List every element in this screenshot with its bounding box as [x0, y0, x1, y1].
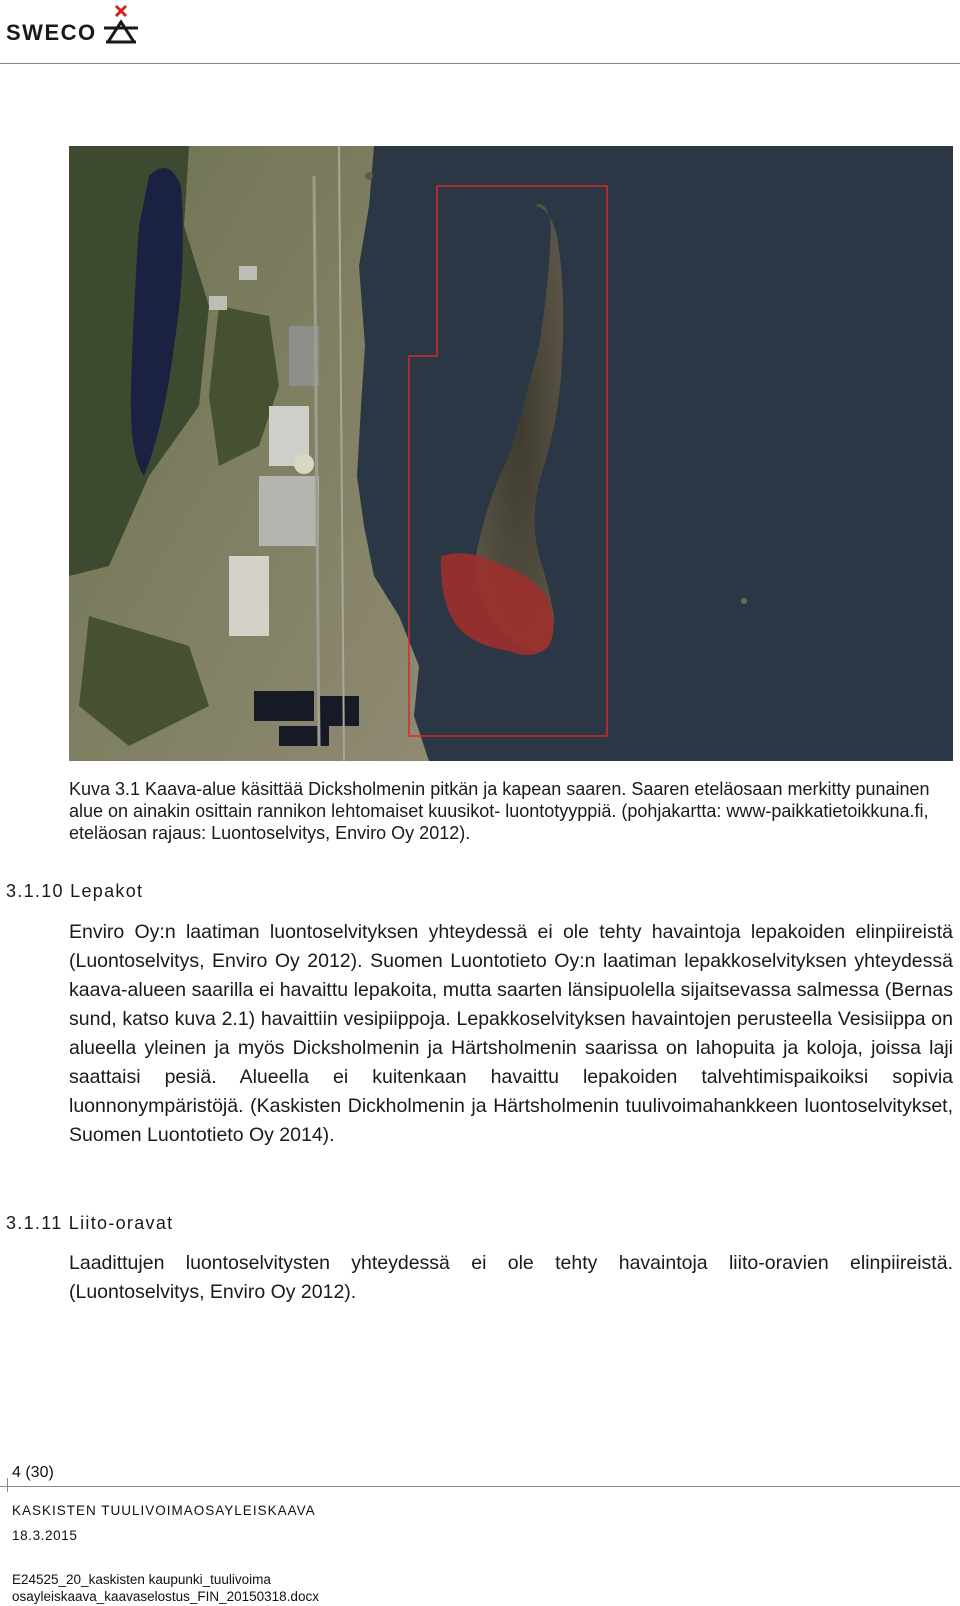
section-heading-liito-oravat: 3.1.11 Liito-oravat: [6, 1213, 174, 1233]
sweco-logo-icon: [100, 4, 140, 46]
figure-caption: Kuva 3.1 Kaava-alue käsittää Dicksholmenin pitkän ja kapean saaren. Saaren eteläosaan merkitty punainen alue on ainakin osittain rannikon lehtomaiset kuusikot- luontotyyppiä. (pohjakartta: www-paikkatietoikkuna.fi, eteläosan rajaus: Luontoselvitys, Enviro Oy 2012).: [69, 779, 930, 843]
footer-filename-line1: E24525_20_kaskisten kaupunki_tuulivoima: [12, 1572, 271, 1587]
header-divider: [0, 63, 960, 64]
footer-document-title: KASKISTEN TUULIVOIMAOSAYLEISKAAVA: [12, 1503, 316, 1518]
aerial-map-image: [69, 146, 953, 761]
sweco-logo-text: SWECO: [6, 20, 97, 45]
section-body-liito-oravat: Laadittujen luontoselvitysten yhteydessä ei ole tehty havaintoja liito-oravien elinpiireistä. (Luontoselvitys, Enviro Oy 2012).: [69, 1252, 953, 1303]
section-body-lepakot: Enviro Oy:n laatiman luontoselvityksen yhteydessä ei ole tehty havaintoja lepakoiden elinpiireistä (Luontoselvitys, Enviro Oy 2012). Suomen Luontotieto Oy:n laatiman lepakkoselvityksen yhteydessä kaava-alueen saarilla ei havaittu lepakoita, mutta saarten länsipuolella sijaitsevassa salmessa (Bernas sund, katso kuva 2.1) havaittiin vesipiippoja. Lepakkoselvityksen havaintojen perusteella Vesisiippa on alueella yleinen ja myös Dicksholmenin ja Härtsholmenin saarissa on lahopuita ja koloja, joissa laji saattaisi pesiä. Alueella ei kuitenkaan havaittu lepakoiden talvehtimispaikoiksi sopivia luonnonympäristöjä. (Kaskisten Dickholmenin ja Härtsholmenin tuulivoimahankkeen luontoselvitykset, Suomen Luontotieto Oy 2014).: [69, 921, 953, 1146]
footer-date: 18.3.2015: [12, 1528, 78, 1543]
section-heading-lepakot: 3.1.10 Lepakot: [6, 881, 144, 901]
footer-divider: [0, 1486, 960, 1487]
footer-filename-line2: osayleiskaava_kaavaselostus_FIN_20150318.docx: [12, 1589, 319, 1604]
page-number: 4 (30): [12, 1464, 54, 1481]
footer-tick-mark: [7, 1478, 8, 1492]
